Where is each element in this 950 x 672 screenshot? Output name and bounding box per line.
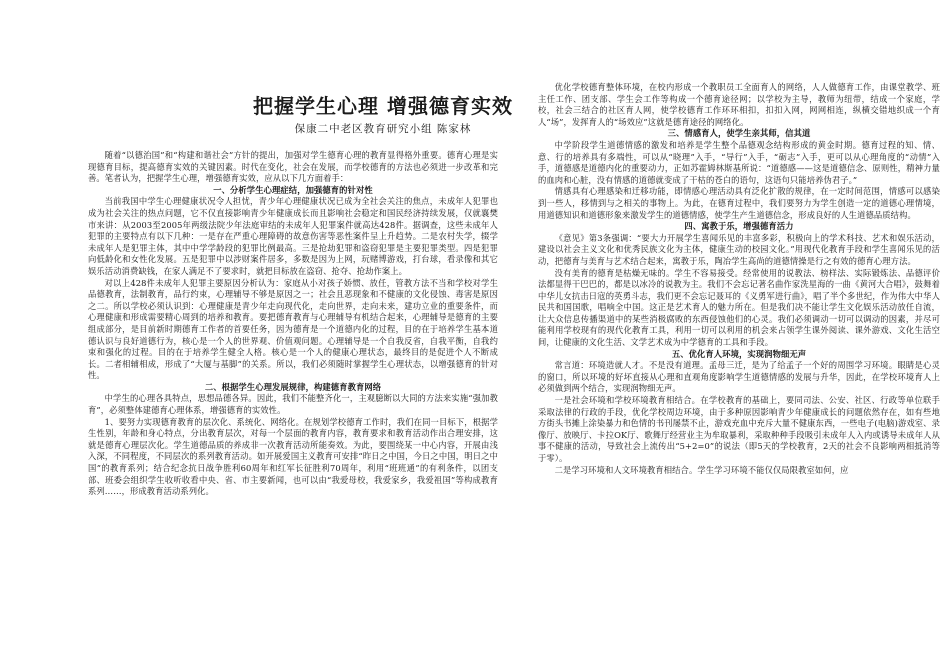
body-paragraph: 1、要努力实现德育教育的层次化、系统化、网络化。在规划学校德育工作时，我们在同一目标下，根据学生性别，年龄和身心特点，分出教育层次，对每一个层面的教育内容，教育要求和教育活动作出合理安排，这就是德育心理层次化。学生道德品质的养成非一次教育活动所能奏效。为此，要围绕某一中心内容，开展由浅入深，不同程度，不同层次的系列教育活动。如开展爱国主义教育可安排“昨日之中国，今日之中国，明日之中国”的教育系列；结合纪念抗日战争胜利60周年和红军长征胜利70周年，利用“班班通”的有利条件，以团支部、班委会组织学生收听收看中央、省、市主要新闻，也可以由“我爱母校，我爱家乡，我爱祖国”等构成教育系列……，形成教育活动系列化。 xyxy=(88,416,498,497)
body-paragraph: 一是社会环境和学校环境教育相结合。在学校教育的基础上，要同司法、公安、社区、行政等单位联手采取法律的行政的手段，优化学校周边环境，由于多种原因影响青少年健康成长的问题依然存在，如有些地方街头书摊上涂染暴力和色情的书刊屡禁不止，游戏充血中充斥大量不健康东西，一些电子(电脑)游戏室、录像厅、放映厅、卡拉OK厅、歌舞厅经营业主为牟取暴利，采取种种手段吸引未成年人入内或诱导未成年人从事不健康的活动，导致社会上流传出“5+2=0”的说法（即5天的学校教育，2天的社会不良影响两相抵消等于零）。 xyxy=(538,395,940,463)
section-heading: 一、分析学生心理症结，加强德育的针对性 xyxy=(213,184,373,195)
left-column-body xyxy=(88,150,498,670)
article-title: 把握学生心理 增强德育实效 xyxy=(253,94,513,118)
section-heading: 四、寓教于乐，增强德育活力 xyxy=(684,221,794,232)
body-paragraph: 随着“以德治国”和“构建和谐社会”方针的提出，加强对学生德育心理的教育显得格外重要。德育心理是实现德育目标，提高德育实效的关键因素。时代在变化，社会在发展，而学校德育的方法也必须进一步改革和完善。笔者认为，把握学生心理，增强德育实效，应从以下几方面着手： xyxy=(88,150,498,184)
body-paragraph: 情感具有心理感染和迁移功能，即情感心理活动具有泛化扩散的规律，在一定时间范围，情感可以感染到一些人，移情到与之相关的事物上。为此，在德育过程中，我们要努力为学生创造一定的道德心理情境，用道德知识和道德形象来激发学生的道德情感，使学生产生道德信念，形成良好的人生道德品质结构。 xyxy=(538,186,940,220)
body-paragraph: 对以上428件未成年人犯罪主要原因分析认为：家庭从小对孩子娇惯、放任，管教方法不当和学校对学生品德教育，法制教育，品行约束，心理辅导不够是原因之一；社会且恶现象和不健康的文化侵蚀、毒害是原因之二。所以学校必须认识到：心理健康是青少年走向现代化，走向世界，走向未来，建功立业的重要条件，而心理健康和形成需要精心周到的培养和教育。要把德育教育与心理辅导有机结合起来，心理辅导是德育的主要组成部分，是目前新时期德育工作者的首要任务，因为德育是一个道德内化的过程，目的在于培养学生基本道德认识与良好道德行为，核心是一个人的世界观、价值观问题。心理辅导是一个自我反省，自我平衡，自我约束和强化的过程。目的在于培养学生健全人格。核心是一个人的健康心理状态，最终目的是促进个人不断成长。二者相辅相成，形成了“大厦与基脚”的关系。所以，我们必须随时掌握学生心理状态，以增强德育的针对性。 xyxy=(88,277,498,381)
body-paragraph: 没有美育的德育是枯燥无味的。学生不容易接受。经常使用的说教法、榜样法、实际锻炼法、品德评价法都显得干巴巴的，都是以冰冷的说教为主。我们不会忘记著名曲作家洗星海的一曲《黄河大合唱》，鼓舞着中华儿女抗击日寇的英勇斗志，我们更不会忘记聂耳的《义勇军进行曲》，唱了半个多世纪，作为伟大中华人民共和国国歌，唱响全中国。这正是艺术育人的魅力所在。但是我们决不能让学生文化娱乐活动放任自流，让大众信息传播渠道中的某些消极腐败的东西侵蚀他们的心灵。我们必须调动一切可以调动的因素，并尽可能利用学校现有的现代化教育工具，利用一切可以利用的机会来占领学生课外阅读、课外游戏、文化生活空间，让健康的文化生活、文学艺术成为中学德育的工具和手段。 xyxy=(538,267,940,348)
section-heading: 五、优化育人环境，实现润物细无声 xyxy=(671,348,807,359)
body-paragraph: 优化学校德育整体环境，在校内形成一个教职员工全面育人的网络，人人做德育工作，由课堂教学、班主任工作、团支部、学生会工作等构成一个德育途径网；以学校为主导，教师为纽带，结成一个家庭，学校，社会三结合的社区育人网，使学校德育工作环环相扣，扣扣入网，网网相连，纵横交错地织成一个育人“场”，发挥育人的“场效应”这就是德育途径的网络化。 xyxy=(538,82,940,127)
body-paragraph: 当前我国中学生心理健康状况令人担忧，青少年心理健康状况已成为全社会关注的焦点，未成年人犯罪也成为社会关注的热点问题，它不仅直接影响青少年健康成长而且影响社会稳定和国民经济持续发展，仅就襄樊市来讲：从2003至2005年两级法院少年法庭审结的未成年人犯罪案件就高达428件。据调查，这些未成年人犯罪的主要特点有以下几种：一是存在严重心理障碍的故意伤害等恶性案件呈上升趋势。二是农村失学，辍学未成年人是犯罪主体，其中中学学龄段的犯罪比例最高。三是抢劫犯罪和盗窃犯罪是主要犯罪类型。四是犯罪向低龄化和女性化发展。五是犯罪中以涉财案件居多，多数是因为上网，玩赌博游戏，打台球，看录像和其它娱乐活动消费缺钱，在家人满足不了要求时，就把目标放在盗窃、抢夺、抢劫作案上。 xyxy=(88,196,498,276)
section-heading: 三、情感育人，使学生亲其师，信其道 xyxy=(667,128,811,139)
section-heading: 二、根据学生心理发展规律，构建德育教育网络 xyxy=(204,381,382,392)
body-paragraph: 二是学习环境和人文环境教育相结合。学生学习环境不能仅仅局限教室如何，应 xyxy=(554,464,849,475)
body-paragraph: 中学生的心理各具特点，思想品德各异。因此，我们不能整齐化一，主观臆断以大同的方法来实施“强加教育”，必须整体建德育心理体系，增强德育的实效性。 xyxy=(88,393,498,416)
body-paragraph: 常言道：环境造就人才。不是没有道理。孟母三迁，是为了给孟子一个好的周围学习环境。眼睛是心灵的窗口，所以环境的好坏直接从心理和直观角度影响学生道德情感的发展与升华，因此，在学校环境育人上必须做到两个结合，实现润物细无声。 xyxy=(538,360,940,394)
body-paragraph: 中学阶段学生道德情感的激发和培养是学生整个品德观念结构形成的黄金时期。德育过程的知、情、意、行的培养具有多端性，可以从“晓理”入手，“导行”入手，“砺志”入手，更可以从心理角度的“动情”入手，道德感是道德内化的重要动力，正如苏霍姆林斯基所说：“道德感——这是道德信念、原则性，精神力量的血肉和心脏，没有情感的道德就变成了干枯的苍白的语句，这语句只能培养伪君子。” xyxy=(538,139,940,185)
body-paragraph: 《意见》第3条强调：“要大力开展学生喜闻乐见的丰富多彩，积极向上的学术科技、艺术和娱乐活动，建设以社会主义文化和优秀民族文化为主体，健康生动的校园文化。”用现代化教育手段和学生喜闻乐见的活动，把德育与美育与艺术结合起来，寓教于乐，陶冶学生高尚的道德情操是行之有效的德育心理方法。 xyxy=(538,232,940,266)
article-author: 保康二中老区教育研究小组 陈家林 xyxy=(294,123,472,135)
right-column-body xyxy=(538,82,940,667)
